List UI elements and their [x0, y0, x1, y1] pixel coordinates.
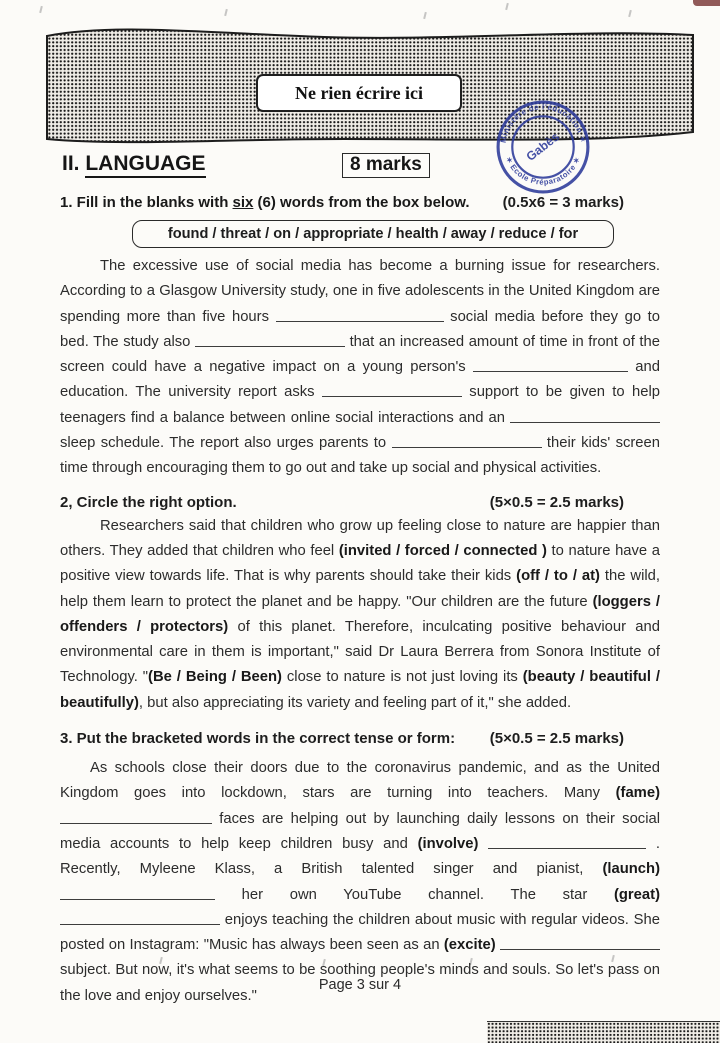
scan-edge-mark	[693, 0, 720, 6]
question-3-marks: (5×0.5 = 2.5 marks)	[489, 730, 624, 748]
question-2-passage: Researchers said that children who grow up feeling close to nature are happier than others. They added that children who feel (invited / forced / connected ) to nature have a positive view towards life. That is why parents should take their kids (off / to / at) the wild, help them learn to protect the planet and be happy. "Our children are the future (loggers / offenders / protectors) of this planet. Therefore, inculcating positive behaviour and environmental care in them is important," said Dr Laura Berrera from Sonora Institute of Technology. "(Be / Being / Been) close to nature is not just loving its (beauty / beautiful / beautifully), but also appreciating its variety and feeling part of it," she added.	[60, 517, 661, 711]
question-2-marks: (5×0.5 = 2.5 marks)	[489, 493, 624, 511]
word-bank-box: found / threat / on / appropriate / health / away / reduce / for	[132, 220, 614, 248]
question-3-label: 3. Put the bracketed words in the correct tense or form:	[60, 730, 456, 748]
question-3-header	[60, 730, 660, 747]
stamp-ring-top-text: Ministère de l'éducation ✶	[498, 102, 588, 144]
language-section-header	[60, 150, 660, 190]
scan-artifact	[224, 9, 228, 16]
page-number: Page 3 sur 4	[318, 977, 402, 993]
question-2-header	[60, 494, 660, 511]
section-name: LANGUAGE	[85, 152, 205, 178]
question-1-label: 1. Fill in the blanks with six (6) words from the box below.	[60, 194, 470, 211]
scan-bottom-hatched-bar	[487, 1021, 720, 1043]
scan-artifact	[505, 3, 509, 10]
question-1-marks: (0.5x6 = 3 marks)	[502, 194, 624, 211]
question-3-passage: As schools close their doors due to the coronavirus pandemic, and as the United Kingdom goes into lockdown, stars are turning into teachers. Many (fame) faces are helping out by launching daily lessons on their social media accounts to help keep children busy and (involve) . Recently, Myleene Klass, a British talented singer and pianist, (launch) her own YouTube channel. The star (great) enjoys teaching the children about music with regular videos. She posted on Instagram: "Music has always been seen as an (excite) subject. But now, it's what seems to be soothing people's minds and souls. So let's pass on the love and enjoy ourselves."	[60, 760, 660, 1004]
do-not-write-banner	[44, 18, 696, 152]
scan-artifact	[628, 10, 632, 17]
section-title	[62, 152, 206, 176]
question-1-header	[60, 194, 660, 211]
question-1-passage: The excessive use of social media has become a burning issue for researchers. According to a Glasgow University study, one in five adolescents in the United Kingdom are spending more than five hours social media before they go to bed. The study also that an increased amount of time in front of the screen could have a negative impact on a young person's and education. The university report asks support to be given to help teenagers find a balance between online social interactions and an sleep schedule. The report also urges parents to their kids' screen time through encouraging them to go out and take up social and physical activities.	[60, 258, 661, 477]
stamp-center-text: Gabès	[523, 129, 562, 164]
section-number: II.	[62, 152, 86, 175]
exam-content	[0, 150, 720, 1009]
total-marks-badge: 8 marks	[342, 153, 430, 178]
question-2-label: 2, Circle the right option.	[60, 493, 237, 511]
stamp-ring-bottom-text: ✶ Ecole Préparatoire ✶	[503, 155, 583, 187]
scan-artifact	[39, 6, 43, 13]
do-not-write-label: Ne rien écrire ici	[256, 74, 462, 112]
